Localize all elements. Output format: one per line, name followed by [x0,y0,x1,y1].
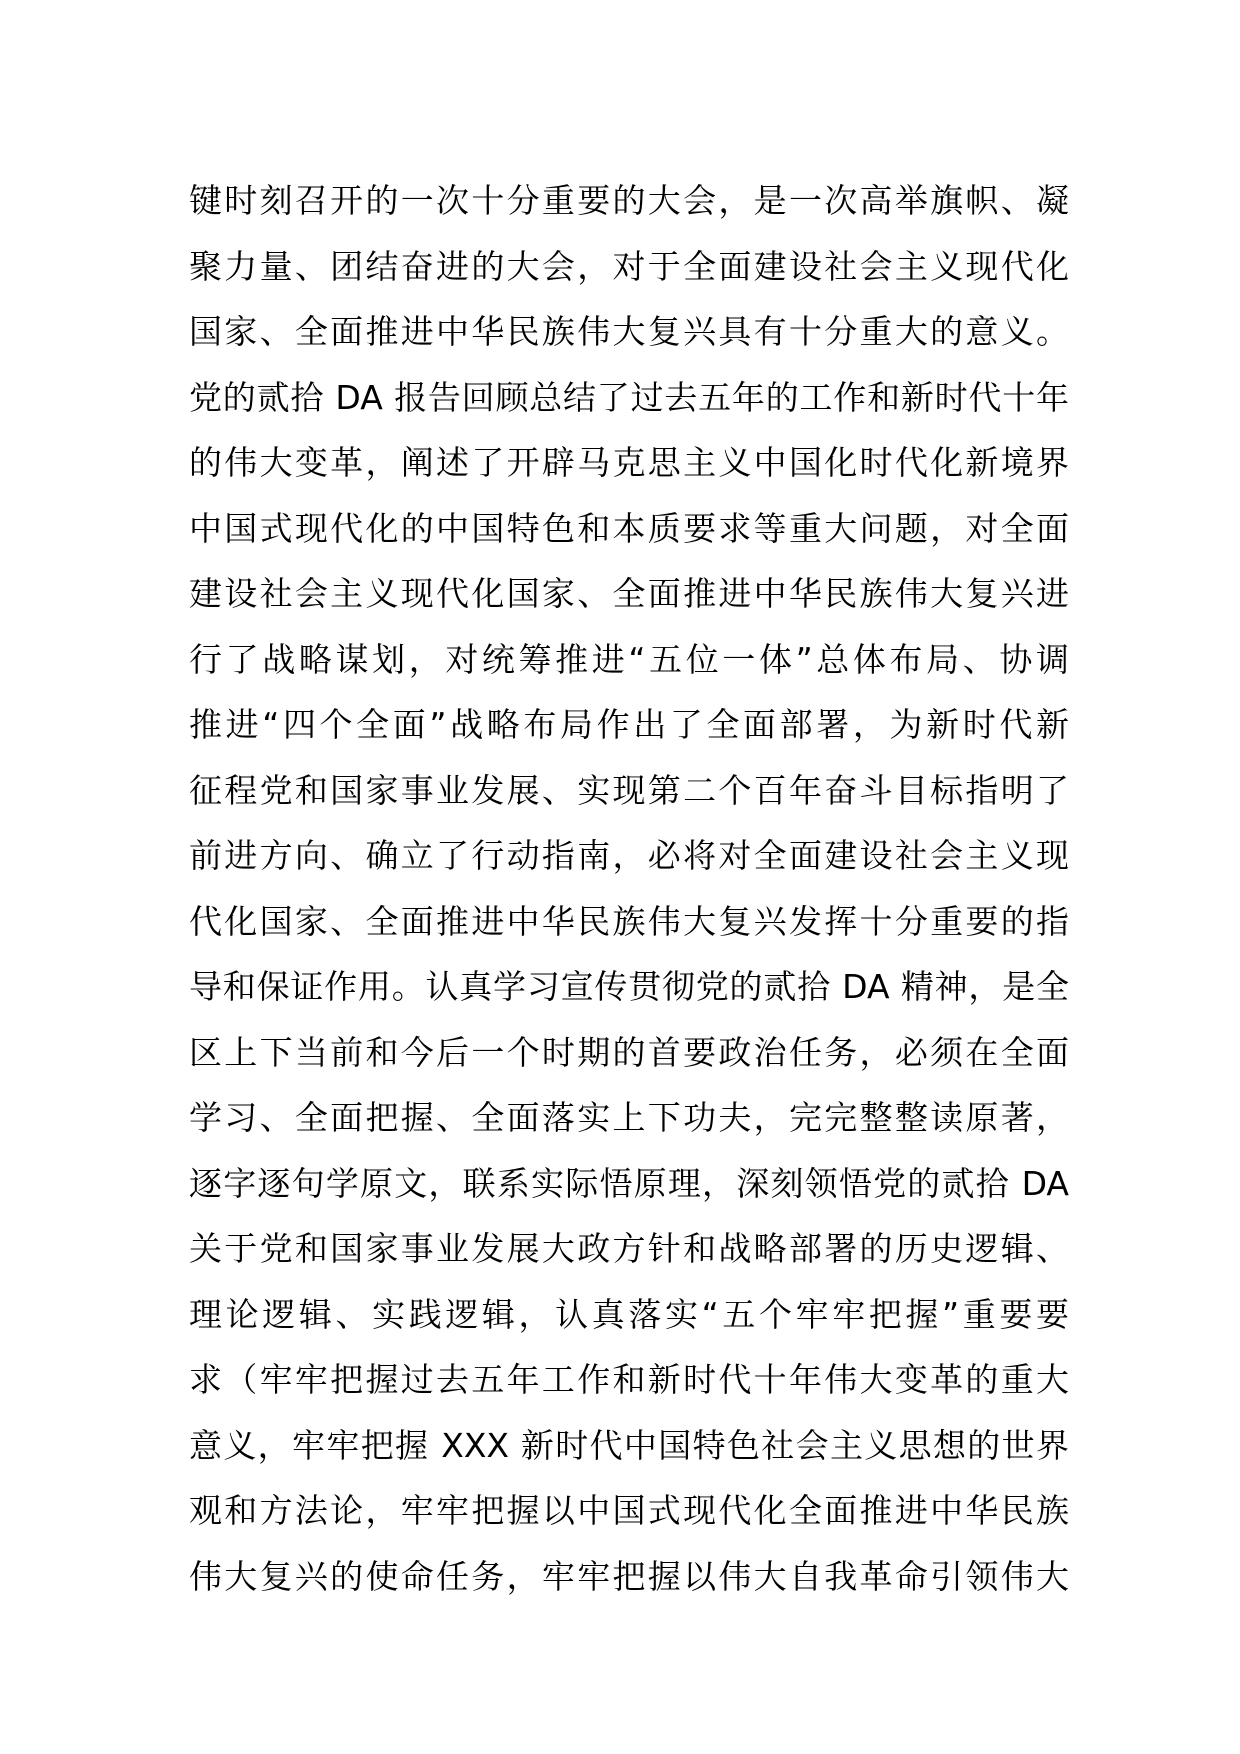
text-line: 党的贰拾 DA 报告回顾总结了过去五年的工作和新时代十年 [189,377,1069,417]
text-line: 推进“四个全面”战略布局作出了全面部署，为新时代新 [189,705,1069,744]
text-line: 的伟大变革，阐述了开辟马克思主义中国化时代化新境界 [189,443,1069,482]
text-line: 征程党和国家事业发展、实现第二个百年奋斗目标指明了 [189,770,1069,810]
text-line: 中国式现代化的中国特色和本质要求等重大问题，对全面 [189,508,1069,548]
text-line: 伟大复兴的使命任务，牢牢把握以伟大自我革命引领伟大 [189,1556,1069,1596]
text-line: 学习、全面把握、全面落实上下功夫，完完整整读原著， [189,1098,1069,1137]
text-line: 行了战略谋划，对统筹推进“五位一体”总体布局、协调 [189,639,1069,679]
text-line: 前进方向、确立了行动指南，必将对全面建设社会主义现 [189,836,1069,875]
text-line: 键时刻召开的一次十分重要的大会，是一次高举旗帜、凝 [189,181,1069,220]
text-line: 意义，牢牢把握 XXX 新时代中国特色社会主义思想的世界 [189,1425,1069,1465]
document-body-text [189,168,1069,1609]
text-line: 代化国家、全面推进中华民族伟大复兴发挥十分重要的指 [189,901,1069,941]
text-line: 求（牢牢把握过去五年工作和新时代十年伟大变革的重大 [189,1360,1069,1399]
text-line: 建设社会主义现代化国家、全面推进中华民族伟大复兴进 [189,574,1069,613]
text-line: 观和方法论，牢牢把握以中国式现代化全面推进中华民族 [189,1491,1069,1530]
text-line: 逐字逐句学原文，联系实际悟原理，深刻领悟党的贰拾 DA [189,1163,1069,1203]
text-line: 区上下当前和今后一个时期的首要政治任务，必须在全面 [189,1032,1069,1072]
text-line: 聚力量、团结奋进的大会，对于全面建设社会主义现代化 [189,246,1069,286]
text-line: 关于党和国家事业发展大政方针和战略部署的历史逻辑、 [189,1229,1069,1268]
text-line: 导和保证作用。认真学习宣传贯彻党的贰拾 DA 精神，是全 [189,967,1069,1006]
text-line: 理论逻辑、实践逻辑，认真落实“五个牢牢把握”重要要 [189,1294,1069,1334]
text-line: 国家、全面推进中华民族伟大复兴具有十分重大的意义。 [189,312,1069,351]
